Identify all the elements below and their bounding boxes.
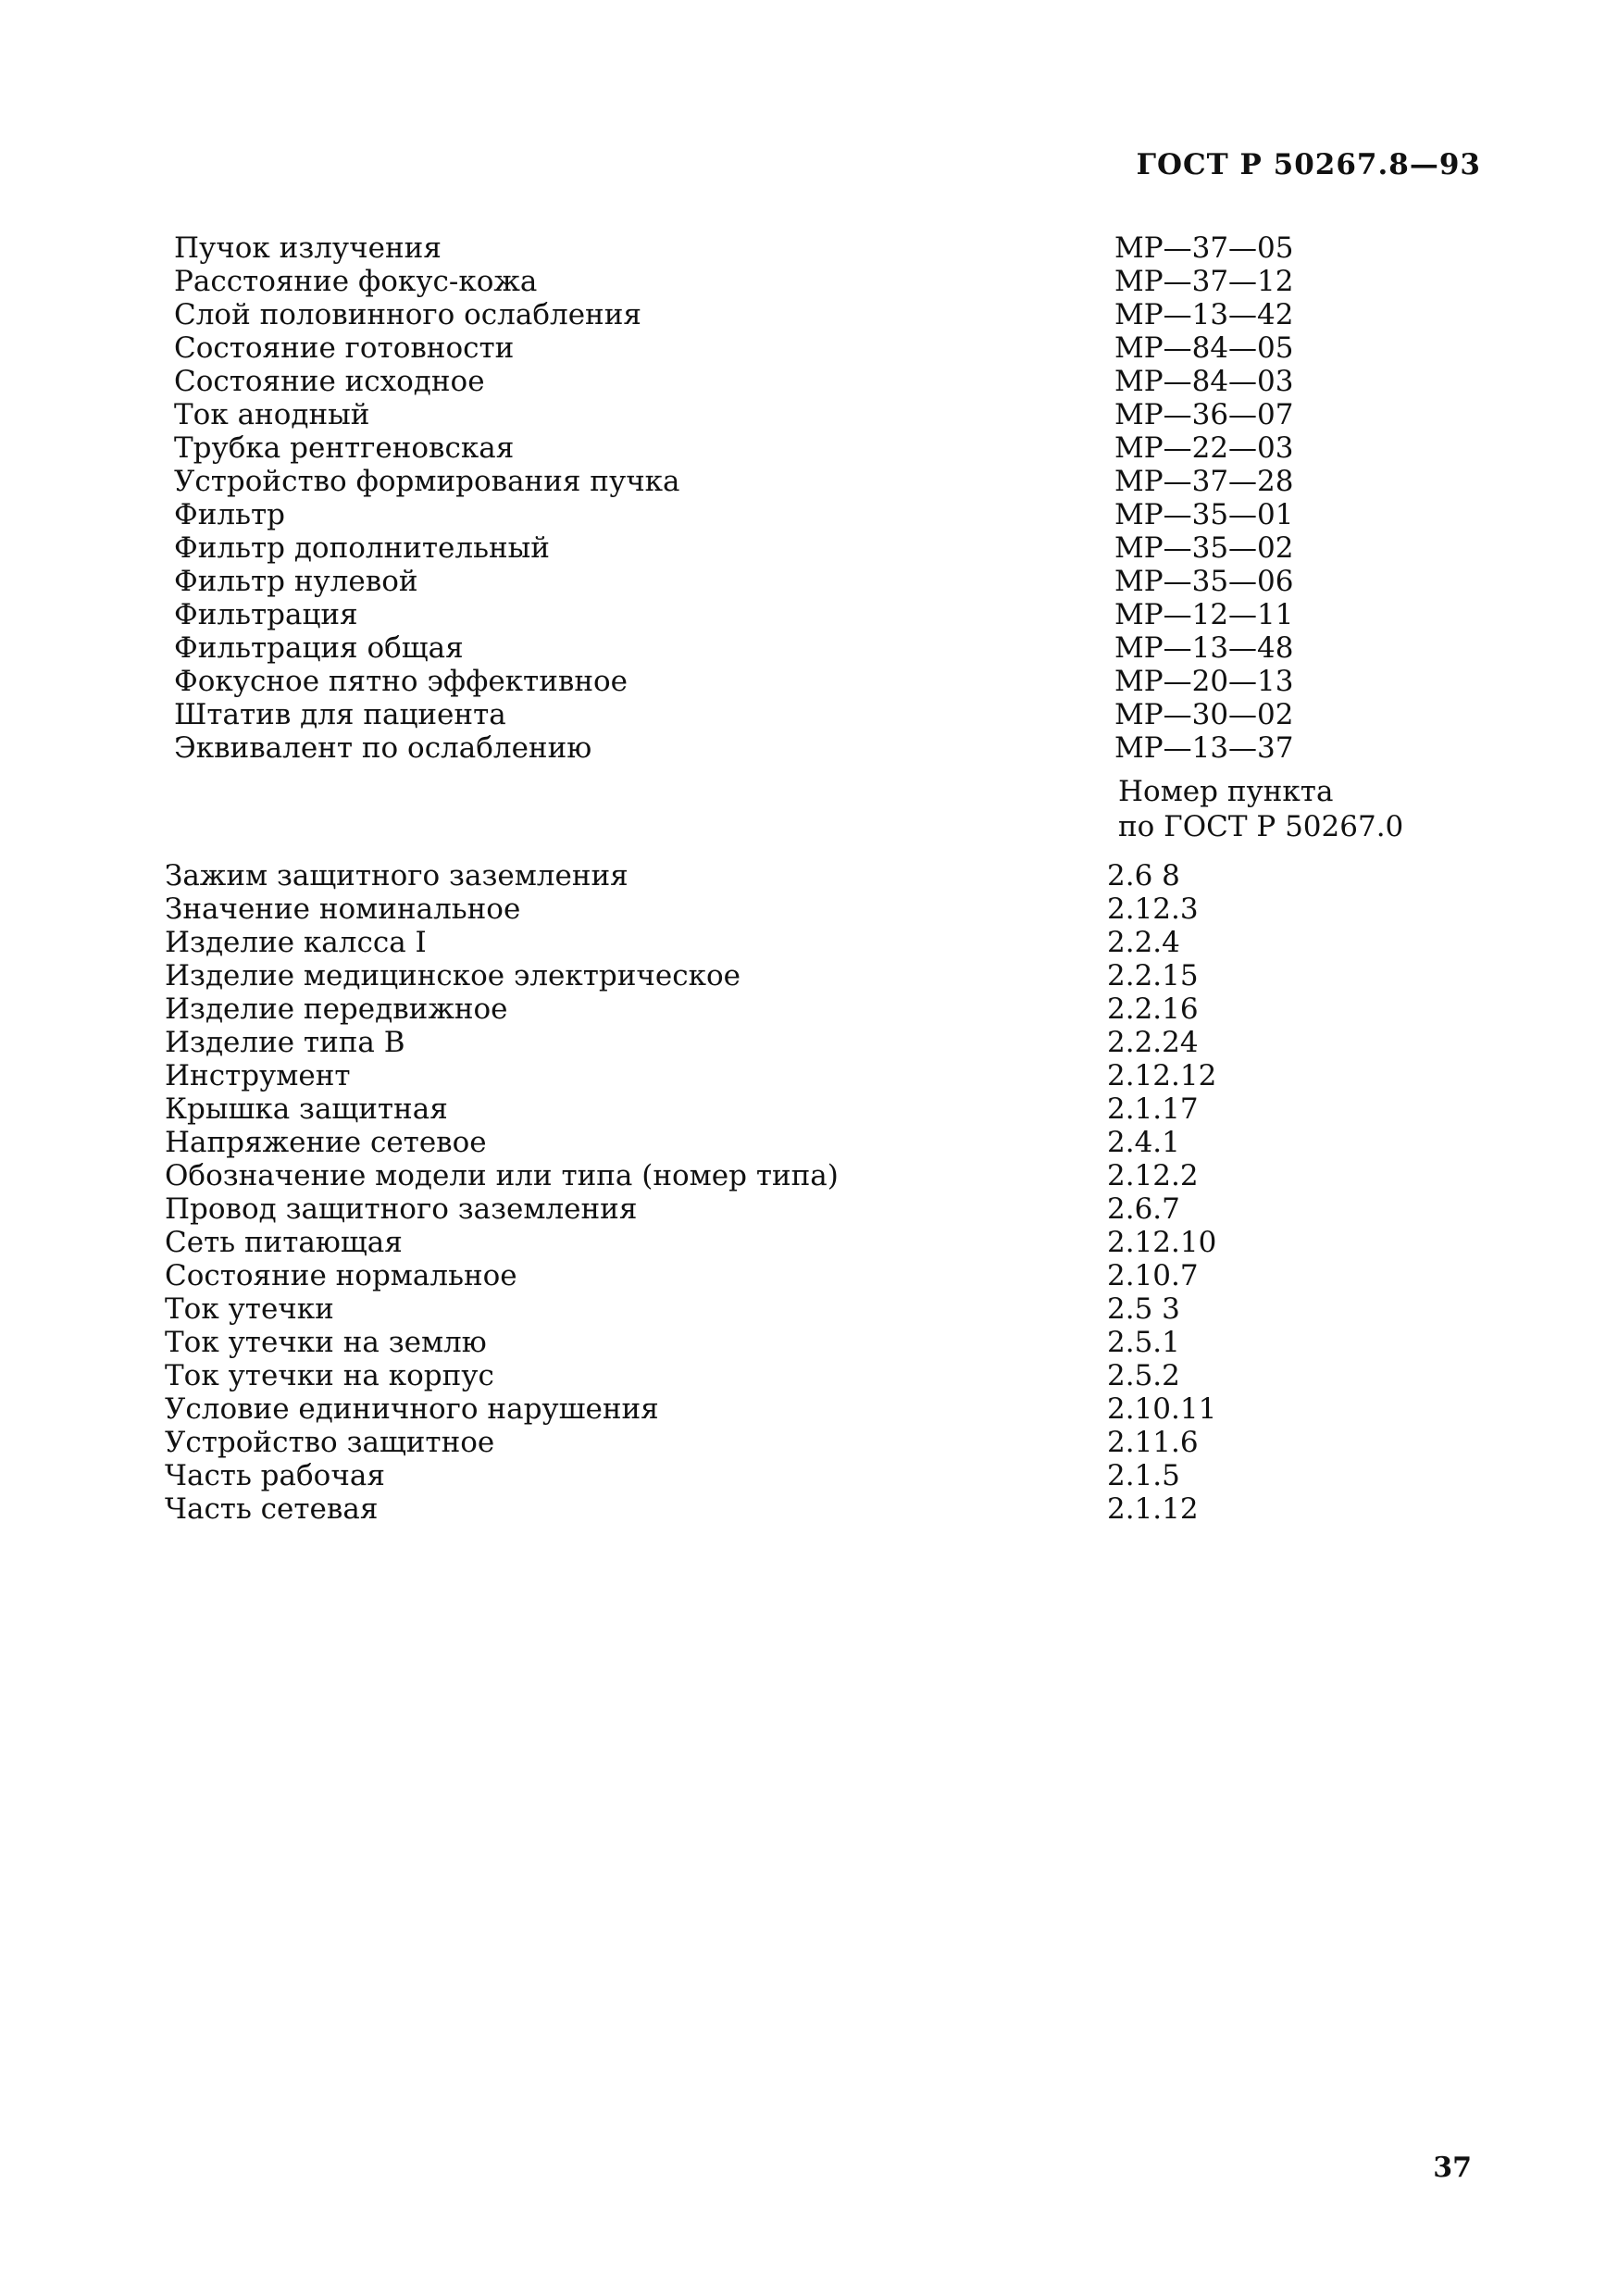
- term-row: [0, 1059, 1618, 1092]
- term-row: [0, 1126, 1618, 1159]
- term-row: [0, 1292, 1618, 1326]
- term-label: Трубка рентгеновская: [174, 431, 515, 465]
- term-label: Состояние готовности: [174, 331, 515, 365]
- term-reference: МР—37—12: [1114, 265, 1294, 298]
- term-row: [0, 731, 1618, 765]
- term-label: Зажим защитного заземления: [165, 859, 629, 892]
- term-row: [0, 531, 1618, 565]
- term-row: [0, 265, 1618, 298]
- term-reference: 2.1.5: [1107, 1459, 1180, 1492]
- term-row: [0, 1492, 1618, 1526]
- term-reference: 2.12.3: [1107, 892, 1199, 926]
- term-label: Фильтрация общая: [174, 631, 464, 665]
- term-reference: 2.11.6: [1107, 1426, 1199, 1459]
- page-number: 37: [1433, 2152, 1472, 2184]
- term-reference: 2.5.2: [1107, 1359, 1180, 1392]
- term-label: Изделие медицинское электрическое: [165, 959, 741, 992]
- term-row: [0, 565, 1618, 598]
- term-reference: 2.5.1: [1107, 1326, 1180, 1359]
- term-label: Ток утечки на корпус: [165, 1359, 494, 1392]
- term-label: Напряжение сетевое: [165, 1126, 487, 1159]
- term-row: [0, 365, 1618, 398]
- term-label: Пучок излучения: [174, 231, 442, 265]
- term-row: [0, 298, 1618, 331]
- term-reference: 2.12.12: [1107, 1059, 1217, 1092]
- term-label: Фильтр: [174, 498, 285, 531]
- term-label: Сеть питающая: [165, 1226, 403, 1259]
- term-label: Эквивалент по ослаблению: [174, 731, 592, 765]
- term-reference: 2.6.7: [1107, 1192, 1180, 1226]
- term-row: [0, 331, 1618, 365]
- term-row: [0, 231, 1618, 265]
- term-list-gost: [0, 859, 1618, 1526]
- term-label: Устройство защитное: [165, 1426, 495, 1459]
- term-row: [0, 1392, 1618, 1426]
- term-reference: 2.12.2: [1107, 1159, 1199, 1192]
- term-row: [0, 1359, 1618, 1392]
- term-row: [0, 1226, 1618, 1259]
- term-reference: МР—37—05: [1114, 231, 1294, 265]
- term-reference: МР—12—11: [1114, 598, 1294, 631]
- term-reference: МР—84—03: [1114, 365, 1294, 398]
- term-row: [0, 1159, 1618, 1192]
- term-row: [0, 1326, 1618, 1359]
- term-label: Изделие типа В: [165, 1026, 405, 1059]
- subheader-line-1: Номер пункта: [1118, 775, 1334, 808]
- term-reference: МР—35—01: [1114, 498, 1294, 531]
- term-label: Устройство формирования пучка: [174, 465, 680, 498]
- term-row: [0, 959, 1618, 992]
- term-row: [0, 665, 1618, 698]
- term-reference: 2.6 8: [1107, 859, 1180, 892]
- term-row: [0, 398, 1618, 431]
- term-label: Фильтрация: [174, 598, 358, 631]
- term-row: [0, 992, 1618, 1026]
- term-label: Расстояние фокус-кожа: [174, 265, 538, 298]
- term-reference: 2.1.17: [1107, 1092, 1199, 1126]
- term-label: Часть сетевая: [165, 1492, 379, 1526]
- term-label: Инструмент: [165, 1059, 351, 1092]
- term-label: Крышка защитная: [165, 1092, 448, 1126]
- term-label: Слой половинного ослабления: [174, 298, 641, 331]
- term-reference: 2.12.10: [1107, 1226, 1217, 1259]
- term-row: [0, 498, 1618, 531]
- term-reference: 2.2.15: [1107, 959, 1199, 992]
- term-label: Обозначение модели или типа (номер типа): [165, 1159, 839, 1192]
- term-reference: 2.10.7: [1107, 1259, 1199, 1292]
- term-label: Состояние нормальное: [165, 1259, 517, 1292]
- term-reference: МР—84—05: [1114, 331, 1294, 365]
- term-label: Фильтр нулевой: [174, 565, 418, 598]
- term-reference: МР—13—48: [1114, 631, 1294, 665]
- term-label: Ток утечки на землю: [165, 1326, 487, 1359]
- term-row: [0, 1092, 1618, 1126]
- term-reference: 2.10.11: [1107, 1392, 1217, 1426]
- term-reference: МР—22—03: [1114, 431, 1294, 465]
- term-reference: МР—13—42: [1114, 298, 1294, 331]
- term-reference: 2.5 3: [1107, 1292, 1180, 1326]
- term-reference: МР—20—13: [1114, 665, 1294, 698]
- term-row: [0, 892, 1618, 926]
- term-row: [0, 431, 1618, 465]
- document-header: ГОСТ Р 50267.8—93: [1136, 148, 1481, 181]
- term-row: [0, 1426, 1618, 1459]
- term-label: Часть рабочая: [165, 1459, 385, 1492]
- term-reference: 2.4.1: [1107, 1126, 1180, 1159]
- term-reference: 2.2.24: [1107, 1026, 1199, 1059]
- term-reference: МР—35—02: [1114, 531, 1294, 565]
- term-label: Условие единичного нарушения: [165, 1392, 659, 1426]
- term-row: [0, 631, 1618, 665]
- term-row: [0, 465, 1618, 498]
- term-reference: 2.2.16: [1107, 992, 1199, 1026]
- term-label: Изделие передвижное: [165, 992, 508, 1026]
- term-label: Ток утечки: [165, 1292, 334, 1326]
- term-label: Фильтр дополнительный: [174, 531, 550, 565]
- term-label: Штатив для пациента: [174, 698, 506, 731]
- term-row: [0, 859, 1618, 892]
- term-row: [0, 1259, 1618, 1292]
- term-row: [0, 698, 1618, 731]
- term-label: Состояние исходное: [174, 365, 485, 398]
- term-label: Фокусное пятно эффективное: [174, 665, 628, 698]
- term-row: [0, 926, 1618, 959]
- term-reference: МР—37—28: [1114, 465, 1294, 498]
- subheader-line-2: по ГОСТ Р 50267.0: [1118, 810, 1404, 843]
- term-reference: МР—13—37: [1114, 731, 1294, 765]
- term-list-mr: [0, 231, 1618, 765]
- term-reference: МР—35—06: [1114, 565, 1294, 598]
- term-reference: 2.2.4: [1107, 926, 1180, 959]
- term-reference: МР—36—07: [1114, 398, 1294, 431]
- term-label: Значение номинальное: [165, 892, 521, 926]
- term-label: Ток анодный: [174, 398, 370, 431]
- term-row: [0, 1026, 1618, 1059]
- term-label: Изделие калсса I: [165, 926, 427, 959]
- term-reference: МР—30—02: [1114, 698, 1294, 731]
- term-row: [0, 1192, 1618, 1226]
- term-reference: 2.1.12: [1107, 1492, 1199, 1526]
- term-label: Провод защитного заземления: [165, 1192, 638, 1226]
- column-subheader: [1118, 774, 1403, 844]
- term-row: [0, 598, 1618, 631]
- term-row: [0, 1459, 1618, 1492]
